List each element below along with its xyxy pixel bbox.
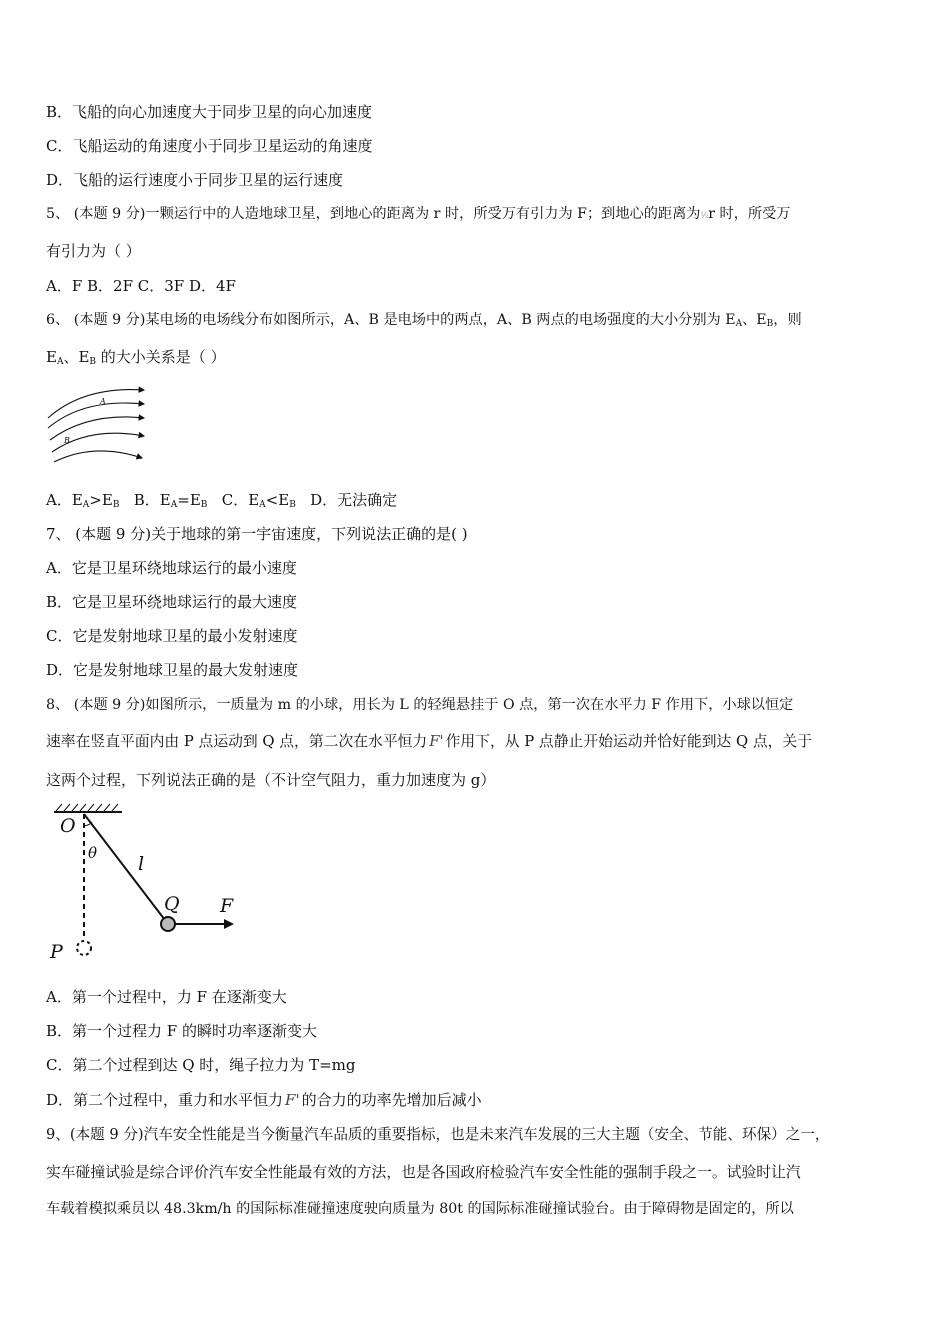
field-line	[48, 390, 144, 418]
label-l: l	[138, 853, 145, 875]
label-q: Q	[164, 893, 180, 915]
q5-options: A．F B．2F C．3F D．4F	[46, 277, 236, 295]
q8-option-b: B．第一个过程力 F 的瞬时功率逐渐变大	[46, 1022, 317, 1040]
string	[84, 814, 168, 924]
q7-option-b: B．它是卫星环绕地球运行的最大速度	[46, 593, 298, 611]
electric-field-figure	[44, 382, 154, 464]
ball-p-dashed	[77, 941, 91, 955]
label-p: P	[50, 941, 63, 963]
q5-stem-line1: 5、 (本题 9 分)一颗运行中的人造地球卫星，到地心的距离为 r 时，所受万有引力为 F；到地心的距离为½r 时，所受万	[46, 206, 791, 222]
q4-option-d: D．飞船的运行速度小于同步卫星的运行速度	[46, 171, 344, 189]
q9-stem-line1: 9、(本题 9 分)汽车安全性能是当今衡量汽车品质的重要指标，也是未来汽车发展的三大主题（安全、节能、环保）之一，	[46, 1126, 830, 1143]
q5-stem-line2: 有引力为（ ）	[46, 242, 141, 260]
q6-options: A．$E_A>E_B$ B．$E_A=E_B$ C．$E_A<E_B$ D．无法确定	[46, 491, 398, 510]
q4-option-c: C．飞船运动的角速度小于同步卫星运动的角速度	[46, 137, 373, 155]
q4-option-b: B．飞船的向心加速度大于同步卫星的向心加速度	[46, 103, 373, 121]
ball-q	[161, 917, 175, 931]
label-theta: θ	[88, 844, 98, 862]
q7-stem: 7、 (本题 9 分)关于地球的第一宇宙速度，下列说法正确的是( )	[46, 525, 468, 543]
point-b-label: B	[64, 436, 70, 445]
pendulum-figure	[44, 800, 244, 966]
q8-option-d: D．第二个过程中，重力和水平恒力 F' 的合力的功率先增加后减小	[46, 1091, 482, 1109]
q8-stem-line1: 8、 (本题 9 分)如图所示，一质量为 m 的小球，用长为 L 的轻绳悬挂于 O 点，第一次在水平力 F 作用下，小球以恒定	[46, 697, 794, 713]
q7-option-c: C．它是发射地球卫星的最小发射速度	[46, 627, 298, 645]
fraction-half: ½	[700, 211, 709, 220]
field-line	[54, 451, 142, 462]
q8-option-a: A．第一个过程中，力 F 在逐渐变大	[46, 988, 287, 1006]
q7-option-a: A．它是卫星环绕地球运行的最小速度	[46, 559, 297, 577]
label-o: O	[60, 815, 76, 837]
q9-stem-line2: 实车碰撞试验是综合评价汽车安全性能最有效的方法，也是各国政府检验汽车安全性能的强制手段之一。试验时让汽	[46, 1164, 801, 1181]
q9-stem-line3: 车载着模拟乘员以 48.3km/h 的国际标准碰撞速度驶向质量为 80t 的国际标准碰撞试验台。由于障碍物是固定的，所以	[46, 1201, 794, 1217]
label-f: F	[220, 895, 234, 917]
q8-stem-line2: 速率在竖直平面内由 P 点运动到 Q 点，第二次在水平恒力 F' 作用下，从 P 点静止开始运动并恰好能到达 Q 点，关于	[46, 733, 813, 750]
point-a-label: A	[100, 397, 106, 406]
q8-option-c: C．第二个过程到达 Q 时，绳子拉力为 T=mg	[46, 1056, 356, 1074]
q8-stem-line3: 这两个过程，下列说法正确的是（不计空气阻力，重力加速度为 g）	[46, 771, 496, 789]
q7-option-d: D．它是发射地球卫星的最大发射速度	[46, 661, 299, 679]
q6-stem-line2: $E_A$、$E_B$ 的大小关系是（ ）	[46, 348, 226, 367]
q6-stem-line1: 6、 (本题 9 分)某电场的电场线分布如图所示，A、B 是电场中的两点，A、B 两点的电场强度的大小分别为 $E_A$、$E_B$，则	[46, 312, 802, 329]
